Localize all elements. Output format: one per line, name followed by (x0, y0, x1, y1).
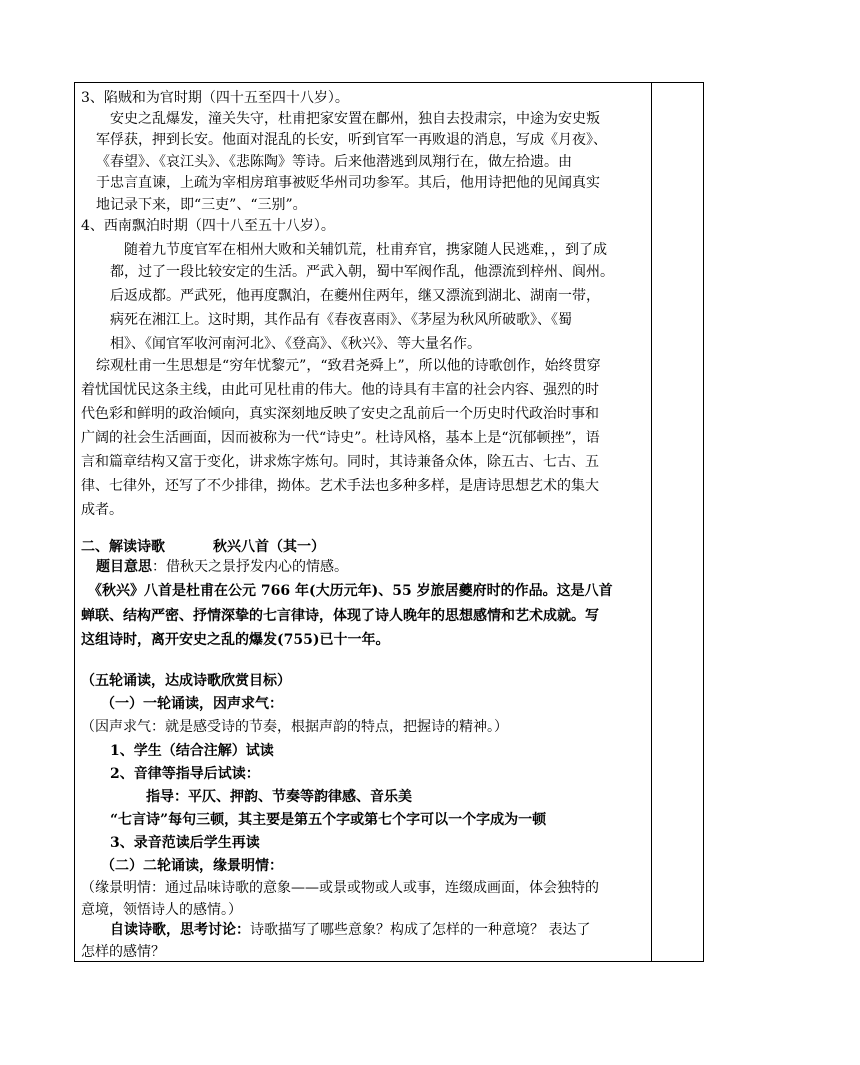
section-4-text: 相》、《闻官军收河南河北》、《登高》、《秋兴》、等大量名作。 (110, 336, 481, 352)
section-3-text: 地记录下来，即“三吏”、“三别”。 (96, 197, 307, 213)
reading-heading: （五轮诵读，达成诗歌欣赏目标） (81, 673, 291, 689)
section-4-text: 后返成都。严武死，他再度飘泊，在夔州住两年，继又漂流到湖北、湖南一带， (110, 288, 600, 304)
discuss-text: 怎样的感情？ (81, 944, 165, 960)
part-2-heading: 二、解读诗歌 (81, 539, 165, 555)
section-3-heading: 3、陷贼和为官时期（四十五至四十八岁）。 (81, 90, 349, 106)
summary-text: 成者。 (81, 502, 123, 518)
summary-text: 综观杜甫一生思想是“穷年忧黎元”，“致君尧舜上”，所以他的诗歌创作，始终贯穿 (96, 358, 601, 374)
theme-text: ：借秋天之景抒发内心的情感。 (152, 559, 348, 575)
intro-text: 《秋兴》八首是杜甫在公元 766 年(大历元年)、55 岁旅居夔府时的作品。这是八首 (88, 583, 613, 599)
discuss-text: 诗歌描写了哪些意象？构成了怎样的一种意境？ 表达了 (250, 922, 591, 938)
section-4-text: 病死在湘江上。这时期，其作品有《春夜喜雨》、《茅屋为秋风所破歌》、《蜀 (110, 312, 572, 328)
round-2-note: （缘景明情：通过品味诗歌的意象——或景或物或人或事，连缀成画面，体会独特的 (81, 880, 599, 896)
summary-text: 广阔的社会生活画面，因而被称为一代“诗史”。杜诗风格，基本上是“沉郁顿挫”，语 (81, 430, 600, 446)
round-2-note: 意境，领悟诗人的感情。） (81, 902, 242, 918)
rule-text: “七言诗”每句三顿，其主要是第五个字或第七个字可以一个字成为一顿 (110, 812, 547, 828)
round-2-heading: （二）二轮诵读，缘景明情： (101, 858, 283, 874)
section-3-text: 安史之乱爆发，潼关失守，杜甫把家安置在鄜州，独自去投肃宗，中途为安史叛 (110, 111, 600, 127)
intro-text: 蝉联、结构严密、抒情深挚的七言律诗，体现了诗人晚年的思想感情和艺术成就。写 (81, 608, 599, 624)
summary-text: 代色彩和鲜明的政治倾向，真实深刻地反映了安史之乱前后一个历史时代政治时事和 (81, 406, 599, 422)
section-3-text: 军俘获，押到长安。他面对混乱的长安，听到官军一再败退的消息，写成《月夜》、 (96, 132, 607, 148)
summary-text: 言和篇章结构又富于变化，讲求炼字炼句。同时，其诗兼备众体，除五古、七古、五 (81, 454, 599, 470)
section-4-text: 都，过了一段比较安定的生活。严武入朝，蜀中军阀作乱，他漂流到梓州、阆州。 (110, 264, 614, 280)
step-2: 2、音律等指导后试读： (110, 766, 260, 782)
guide-text: 指导：平仄、押韵、节奏等韵律感、音乐美 (146, 789, 412, 805)
discuss-line (110, 920, 590, 941)
round-1-heading: （一）一轮诵读，因声求气： (101, 696, 283, 712)
section-4-text: 随着九节度官军在相州大败和关辅饥荒，杜甫弃官，携家随人民逃难，，到了成 (124, 242, 607, 258)
summary-text: 律、七律外，还写了不少排律，拗体。艺术手法也多种多样，是唐诗思想艺术的集大 (81, 478, 599, 494)
section-3-text: 于忠言直谏，上疏为宰相房琯事被贬华州司功参军。其后，他用诗把他的见闻真实 (96, 175, 600, 191)
theme-line (96, 557, 348, 578)
intro-text: 这组诗时，离开安史之乱的爆发(755)已十一年。 (81, 632, 390, 648)
theme-label: 题目意思 (96, 559, 152, 575)
step-3: 3、录音范读后学生再读 (110, 835, 260, 851)
section-3-text: 《春望》、《哀江头》、《悲陈陶》等诗。后来他潜逃到凤翔行在，做左拾遗。由 (96, 154, 572, 170)
summary-text: 着忧国忧民这条主线，由此可见杜甫的伟大。他的诗具有丰富的社会内容、强烈的时 (81, 382, 599, 398)
table-column-divider (651, 82, 652, 962)
poem-title: 秋兴八首（其一） (213, 539, 325, 555)
round-1-note: （因声求气：就是感受诗的节奏，根据声韵的特点，把握诗的精神。） (81, 719, 508, 735)
step-1: 1、学生（结合注解）试读 (110, 743, 274, 759)
discuss-label: 自读诗歌，思考讨论： (110, 922, 250, 938)
section-4-heading: 4、西南飘泊时期（四十八至五十八岁）。 (81, 218, 335, 234)
